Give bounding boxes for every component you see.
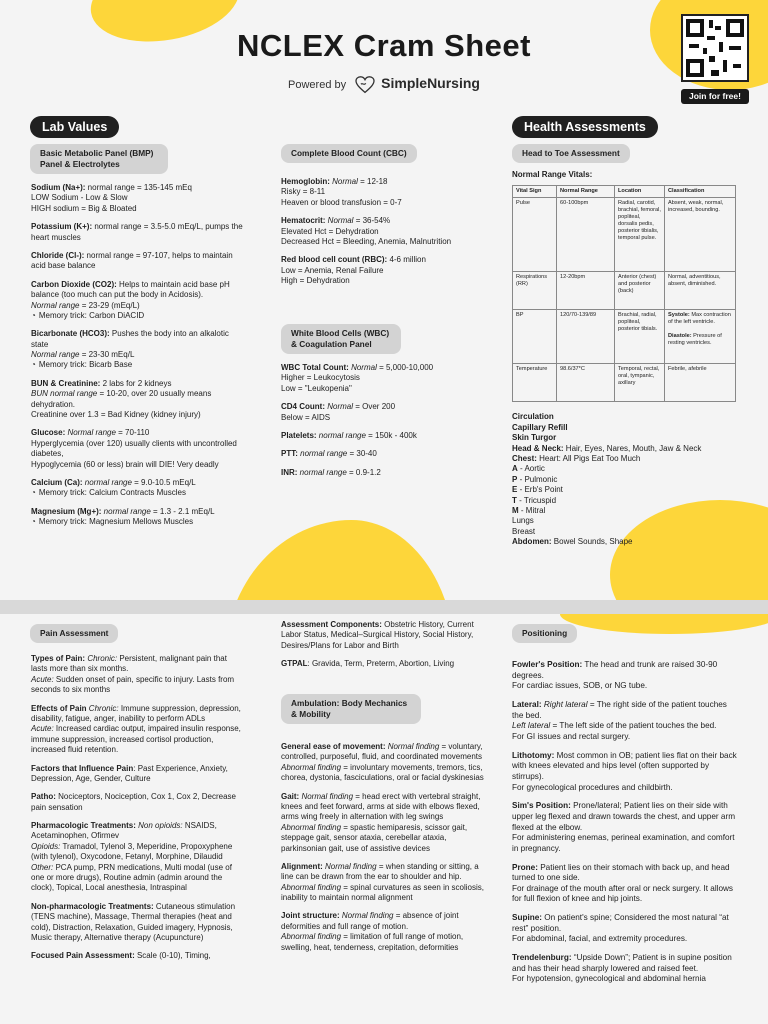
- pharmacologic-item: Pharmacologic Treatments: Non opioids: NSAIDS, Acetaminophen, Ofirmev Opioids: Tramadol, Tylenol 3, Meperidine, Propoxyphene (with tylenol), Oxycodone, Fetanyl, Morphine, Dilaudid Other: PCA pump, PRN medications, Multi modal (use of one or more drugs), Routine admin (admin around the clock), Topical, Local anesthesia, Intraspinal: [31, 821, 233, 893]
- calcium-item: Calcium (Ca): normal range = 9.0-10.5 mEq/L ◔ Memory trick: Calcium Contracts Muscles: [31, 478, 243, 499]
- fowler-item: Fowler's Position: The head and trunk are raised 30-90 degrees. For cardiac issues, SOB, or NG tube.: [512, 660, 718, 691]
- health-assessments-heading: Health Assessments: [512, 116, 658, 138]
- table-row: Pulse 60-100bpm Radial, carotid, brachial, femoral, popliteal, dorsalis pedis, posterior tibialis, temporal pulse. Absent, weak, normal, increased, bounding.: [513, 198, 736, 272]
- powered-by-label: Powered by: [288, 79, 347, 91]
- memory-trick-icon: ◔ Memory trick: Calcium Contracts Muscles: [31, 488, 243, 498]
- gtpal-item: GTPAL: Gravida, Term, Preterm, Abortion, Living: [281, 659, 455, 669]
- powered-by: [0, 74, 768, 94]
- magnesium-item: Magnesium (Mg+): normal range = 1.3 - 2.1 mEq/L ◔ Memory trick: Magnesium Mellows Muscles: [31, 507, 243, 528]
- memory-trick-icon: ◔ Memory trick: Bicarb Base: [31, 360, 243, 370]
- effects-of-pain-item: Effects of Pain Chronic: Immune suppression, depression, disability, fatigue, anger, inability to perform ADLs Acute: Increased cardiac output, impaired insulin response, immune suppression, increased cortisol production, increased fluid retention.: [31, 703, 241, 755]
- potassium-item: Potassium (K+): normal range = 3.5-5.0 mEq/L, pumps the heart muscles: [31, 222, 243, 242]
- joint-structure-item: Joint structure: Normal finding = absence of joint deformities and full range of motion. Abnormal finding = limitation of full range of motion, swelling, heat, tenderness, crepitation, deformities: [281, 911, 464, 952]
- bicarbonate-item: Bicarbonate (HCO3): Pushes the body into an alkalotic state Normal range = 23-30 mEq/L ◔ Memory trick: Bicarb Base: [31, 329, 243, 371]
- lithotomy-item: Lithotomy: Most common in OB; patient lies flat on their back with knees elevated and hips level (often supported by stirrups). For gynecological procedures and childbirth.: [512, 750, 737, 792]
- sodium-item: Sodium (Na+): normal range = 135-145 mEq LOW Sodium - Low & Slow HIGH sodium = Big & Bloated: [31, 183, 192, 213]
- platelets-item: Platelets: normal range = 150k - 400k: [281, 430, 417, 440]
- lateral-item: Lateral: Right lateral = The right side of the patient touches the bed. Left lateral = The left side of the patient touches the bed. For GI issues and rectal surgery.: [512, 699, 727, 741]
- table-row: Respirations (RR) 12-20bpm Anterior (chest) and posterior (back) Normal, adventitious, absent, diminished.: [513, 272, 736, 310]
- cbc-pill: Complete Blood Count (CBC): [281, 144, 417, 163]
- hematocrit-item: Hematocrit: Normal = 36-54% Elevated Hct = Dehydration Decreased Hct = Bleeding, Anemia, Malnutrition: [281, 216, 452, 246]
- decorative-blob: [225, 520, 455, 600]
- gait-item: Gait: Normal finding = head erect with vertebral straight, knees and feet forward, arms at side with elbows flexed, arms wing freely in alternation with leg swings Abnormal finding = spastic hemiparesis, scissor gait, steppage gait, sensor ataxia, cerebellar ataxia, parkinsonian gait, use of assistive devices: [281, 791, 481, 853]
- positioning-pill: Positioning: [512, 624, 577, 643]
- ambulation-list: [281, 742, 491, 961]
- supine-item: Supine: On patient's spine; Considered the most natural “at rest” position. For abdominal, facial, and extremity procedures.: [512, 913, 729, 944]
- pain-assessment-pill: Pain Assessment: [30, 624, 118, 643]
- lab-values-heading: Lab Values: [30, 116, 119, 138]
- wbc-pill: White Blood Cells (WBC) & Coagulation Panel: [281, 324, 401, 354]
- general-movement-item: General ease of movement: Normal finding = voluntary, controlled, purposeful, fluid, and coordinated movements Abnormal finding = involuntary movements, tremors, tics, chorea, dystonia, fasciculations, oral or facial dyskinesias: [281, 742, 484, 783]
- brand-name: SimpleNursing: [381, 75, 480, 91]
- memory-trick-icon: ◔ Memory trick: Carbon DiACID: [31, 311, 243, 321]
- factors-item: Factors that Influence Pain: Past Experience, Anxiety, Depression, Age, Gender, Culture: [31, 763, 228, 783]
- vitals-title: Normal Range Vitals:: [512, 170, 593, 179]
- pain-list: [31, 654, 243, 970]
- bun-item: BUN & Creatinine: 2 labs for 2 kidneys BUN normal range = 10-20, over 20 usually means dehydration. Creatinine over 1.3 = Bad Kidney (kidney injury): [31, 378, 212, 420]
- heart-logo-icon: [355, 76, 375, 94]
- wbc-item: WBC Total Count: Normal = 5,000-10,000 Higher = Leukocytosis Low = "Leukopenia": [281, 363, 434, 393]
- bmp-pill: Basic Metabolic Panel (BMP) Panel & Electrolytes: [30, 144, 168, 174]
- wbc-list: [281, 363, 491, 486]
- patho-item: Patho: Nociceptors, Nociception, Cox 1, Cox 2, Decrease pain sensation: [31, 792, 236, 812]
- ambulation-column: [281, 620, 491, 678]
- memory-trick-icon: ◔ Memory trick: Magnesium Mellows Muscles: [31, 517, 243, 527]
- decorative-blob: [560, 614, 768, 634]
- types-of-pain-item: Types of Pain: Chronic: Persistent, malignant pain that lasts more than six months. Acute: Sudden onset of pain, specific to injury. Lasts from seconds to six months: [31, 654, 235, 695]
- lab-values-list: [31, 183, 243, 536]
- table-row: Temperature 98.6/37*C Temporal, rectal, oral, tympanic, axillary Febrile, afebrile: [513, 364, 736, 402]
- trendelenburg-item: Trendelenburg: “Upside Down”; Patient is in supine position and has their head sharply lowered and raised feet. For hypotension, gynecological and abdominal hernia: [512, 953, 732, 984]
- page-title: NCLEX Cram Sheet: [237, 28, 531, 63]
- positioning-list: [512, 660, 740, 993]
- glucose-item: Glucose: Normal range = 70-110 Hyperglycemia (over 120) usually clients with uncontrolled diabetes, Hypoglycemia (60 or less) brain will DIE! Very deadly: [31, 428, 237, 469]
- vitals-table: Vital Sign Normal Range Location Classification Pulse 60-100bpm Radial, carotid, brachial, femoral, popliteal, dorsalis pedis, posterior tibialis, temporal pulse. Absent, weak, normal, increased, bounding. Respirations (RR) 12-20bpm Anterior (chest) and posterior (back) Normal, adventitious, absent, diminished. BP 120/70-139/89 Brachial, radial, popliteal, posterior tibials. Systole: Max contraction of the left ventricle. Diastole: Pressure of resting ventricles. Temperature 98.6/37*C Temporal, rectal, oral, tympanic, axillary Febrile, afebrile: [512, 185, 736, 402]
- head-to-toe-pill: Head to Toe Assessment: [512, 144, 630, 163]
- rbc-item: Red blood cell count (RBC): 4-6 million Low = Anemia, Renal Failure High = Dehydration: [281, 255, 426, 286]
- non-pharmacologic-item: Non-pharmacologic Treatments: Cutaneous stimulation (TENS machine), Massage, Thermal therapies (heat and cold), Distraction, Relaxation, Guided imagery, Hypnosis, Music therapy, Alternative therapy (Acupuncture): [31, 901, 236, 942]
- assessment-components-item: Assessment Components: Obstetric History, Current Labor Status, Medical–Surgical History, Social History, Desires/Plans for Labor and Birth: [281, 620, 474, 650]
- sims-item: Sim's Position: Prone/lateral; Patient lies on their side with upper leg flexed and drawn towards the chest, and upper arm flexed at the elbow. For administering enemas, perineal examination, and comfort in pregnancy.: [512, 801, 736, 853]
- page-gap: [0, 600, 768, 614]
- cd4-item: CD4 Count: Normal = Over 200 Below = AIDS: [281, 402, 396, 422]
- inr-item: INR: normal range = 0.9-1.2: [281, 467, 381, 477]
- page-two: [0, 614, 768, 1024]
- hemoglobin-item: Hemoglobin: Normal = 12-18 Risky = 8-11 Heaven or blood transfusion = 0-7: [281, 177, 402, 207]
- co2-item: Carbon Dioxide (CO2): Helps to maintain acid base pH balance (too much can put the body in Acidosis). Normal range = 23-29 (mEq/L) ◔ Memory trick: Carbon DiACID: [31, 280, 243, 322]
- chloride-item: Chloride (Cl-): normal range = 97-107, helps to maintain acid base balance: [31, 250, 233, 271]
- ptt-item: PTT: normal range = 30-40: [281, 449, 377, 459]
- alignment-item: Alignment: Normal finding = when standing or sitting, a line can be drawn from the ear to shoulder and hip. Abnormal finding = spinal curvatures as seen in scoliosis, inability to maintain normal alignment: [281, 861, 485, 903]
- assessment-steps: Circulation Capillary Refill Skin Turgor Head & Neck: Hair, Eyes, Nares, Mouth, Jaw & Neck Chest: Heart: All Pigs Eat Too Much A - Aortic P - Pulmonic E - Erb's Point T - Tricuspid M - Mitral Lungs Breast Abdomen: Bowel Sounds, Shape: [512, 412, 702, 547]
- join-for-free-button[interactable]: Join for free!: [681, 89, 749, 104]
- prone-item: Prone: Patient lies on their stomach with back up, and head turned to one side. For drainage of the mouth after oral or neck surgery. It allows for full flexion of knee and hip joints.: [512, 862, 734, 904]
- ambulation-pill: Ambulation: Body Mechanics & Mobility: [281, 694, 421, 724]
- focused-pain-item: Focused Pain Assessment: Scale (0-10), Timing,: [31, 951, 211, 961]
- table-row: BP 120/70-139/89 Brachial, radial, popliteal, posterior tibials. Systole: Max contraction of the left ventricle. Diastole: Pressure of resting ventricles.: [513, 310, 736, 364]
- cbc-list: [281, 177, 491, 295]
- health-list: [512, 170, 742, 547]
- qr-code[interactable]: [681, 14, 749, 82]
